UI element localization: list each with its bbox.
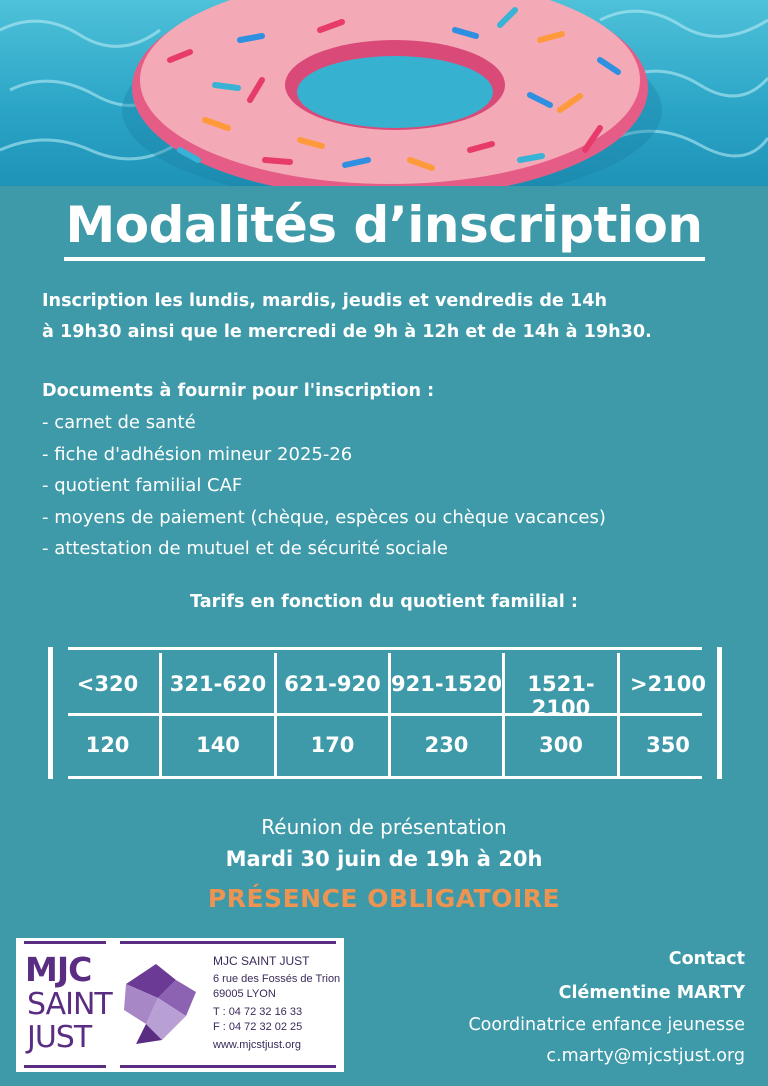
page-title: Modalités d’inscription	[65, 196, 703, 254]
contact-heading: Contact	[668, 949, 745, 969]
list-item: - moyens de paiement (chèque, espèces ou chèque vacances)	[42, 506, 606, 528]
meeting-date: Mardi 30 juin de 19h à 20h	[225, 847, 543, 871]
documents-heading: Documents à fournir pour l'inscription :	[42, 381, 435, 401]
card-border	[24, 1065, 106, 1068]
registration-hours	[42, 286, 732, 348]
table-header-cell: <320	[76, 672, 139, 696]
card-border	[120, 1065, 336, 1068]
tarifs-heading: Tarifs en fonction du quotient familial :	[190, 592, 578, 612]
table-header-cell: 1521-2100	[527, 672, 595, 720]
table-cell: 300	[539, 733, 583, 757]
table-border-bottom	[68, 776, 702, 779]
table-header-cell: 321-620	[169, 672, 267, 696]
contact-role: Coordinatrice enfance jeunesse	[468, 1015, 745, 1035]
list-item: - attestation de mutuel et de sécurité sociale	[42, 538, 449, 559]
table-cell: 120	[85, 733, 130, 757]
tarif-table	[48, 647, 722, 779]
card-border	[24, 941, 106, 944]
card-phone: T : 04 72 32 16 33	[213, 1006, 303, 1018]
list-item: - carnet de santé	[42, 412, 196, 433]
list-item: - quotient familial CAF	[42, 475, 243, 496]
card-website: www.mjcstjust.org	[213, 1039, 302, 1051]
mjc-logo-icon	[116, 954, 204, 1046]
table-cell: 140	[196, 733, 240, 757]
table-header-cell: 921-1520	[391, 672, 502, 696]
registration-hours-line-2: à 19h30 ainsi que le mercredi de 9h à 12h et de 14h à 19h30.	[42, 322, 652, 342]
registration-hours-line-1: Inscription les lundis, mardis, jeudis et vendredis de 14h	[42, 291, 607, 311]
card-address-line-1: 6 rue des Fossés de Trion	[213, 973, 341, 985]
card-address-line-2: 69005 LYON	[213, 988, 276, 1000]
table-bracket-right	[717, 647, 722, 779]
attendance-notice: PRÉSENCE OBLIGATOIRE	[207, 884, 561, 913]
title-underline	[64, 257, 705, 261]
table-cell: 230	[424, 733, 469, 757]
logo-just-text: JUST	[27, 1020, 92, 1055]
table-border-top	[68, 647, 702, 650]
contact-name: Clémentine MARTY	[558, 983, 745, 1003]
pool-float-illustration	[0, 0, 768, 186]
card-border	[120, 941, 336, 944]
table-header-cell: >2100	[629, 672, 707, 696]
card-fax: F : 04 72 32 02 25	[213, 1021, 303, 1033]
list-item: - fiche d'adhésion mineur 2025-26	[42, 443, 353, 465]
table-cell: 350	[646, 733, 690, 757]
logo-saint-text: SAINT	[27, 987, 112, 1022]
table-cell: 170	[310, 733, 355, 757]
meeting-label: Réunion de présentation	[261, 815, 507, 839]
mjc-logo-card	[16, 938, 344, 1072]
card-org-name: MJC SAINT JUST	[213, 954, 310, 968]
documents-list	[42, 407, 606, 565]
pool-float-photo	[0, 0, 768, 186]
table-bracket-left	[48, 647, 53, 779]
logo-mjc-text: MJC	[25, 950, 92, 989]
table-header-cell: 621-920	[284, 672, 381, 696]
contact-email[interactable]: c.marty@mjcstjust.org	[546, 1046, 745, 1066]
